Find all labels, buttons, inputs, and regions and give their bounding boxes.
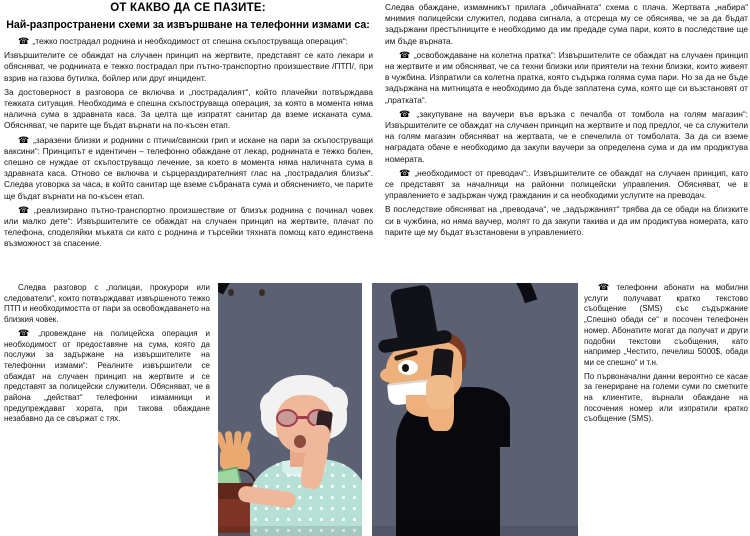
left-paragraph-3 bbox=[4, 135, 373, 202]
phone-icon: ☎ bbox=[598, 282, 614, 292]
right-narrow-paragraph-1: По първоначални данни вероятно се касае за генериране на големи суми по сметките на клиентите, върнали обаждане на посочения номер или изпратили кратко съобщение (SMS). bbox=[584, 371, 748, 424]
right-narrow-paragraph-0-text: телефонни абонати на мобилни услуги получават кратко текстово съобщение (SMS) със съдържание „Спешно обади се“ и посочен телефонен номер. Абонатите могат да получат и други подобни текстови съобщения, като например „Честито, печелиш 5000$, обади ми се спешно“ и т.н. bbox=[584, 283, 748, 367]
right-paragraph-2-text: „закупуване на ваучери във връзка с печалба от томбола на голям магазин“: Извършителите се обаждат на случаен принцип на жертвите и под предлог, че са служители на голям магазин обясняват на жертвата, че е спечелила от томболата. За да си вземе наградата обаче е необходимо да закупи ваучери за определена сума и да им продиктува номерата. bbox=[385, 108, 748, 164]
left-narrow-paragraph-0: Следва разговор с „полицаи, прокурори или следователи“, които потвърждават извършеното тежко ПТП и необходимостта от пари за освобождаването на близкия човек. bbox=[4, 283, 210, 325]
page-subtitle: Най-разпространени схеми за извършване на телефонни измами са: bbox=[6, 19, 370, 31]
left-paragraph-4 bbox=[4, 205, 373, 250]
right-paragraph-3 bbox=[385, 168, 748, 202]
phone-icon: ☎ bbox=[18, 134, 31, 145]
left-paragraph-0-text: „тежко пострадал роднина и необходимост от спешна скъпоструваща операция“: bbox=[32, 36, 348, 46]
illustration bbox=[218, 283, 578, 536]
scammer-hand bbox=[426, 375, 454, 409]
right-paragraph-1-text: „освобождаване на колетна пратка“: Извършителите се обаждат на случаен принцип на жертвите и им обясняват, че са техни близки или приятели на техни близки, които живеят в чужбина. Изпратили са колетна пратка, която съдържа голяма сума пари. Но за да не бъде задържана на митницата е необходимо да бъде заплатена сума, която ще си възстановят от „пратката“. bbox=[385, 49, 748, 105]
right-paragraph-4: В последствие обясняват на „преводача“, че „задържаният“ трябва да се обади на близките си в чужбина, но няма ваучер, молят го да закупи такива и да им продиктува номерата, като парите ще му бъдат възстановени в управлението. bbox=[385, 204, 748, 237]
right-narrow-column bbox=[584, 283, 748, 428]
left-paragraph-4-text: „реализирано пътно-транспортно произшествие от близък роднина с починал човек или малко дете“: Извършителите се обаждат на случаен принцип на жертвите, плачат по телефона, споделяйки мъката си като с роднина и търсейки тяхната помощ като единствена възможност за спасение. bbox=[4, 204, 374, 249]
right-paragraph-1 bbox=[385, 50, 748, 106]
left-column bbox=[4, 36, 373, 253]
right-column bbox=[385, 2, 748, 241]
panel-shadow bbox=[372, 526, 578, 536]
left-narrow-column bbox=[4, 283, 210, 428]
phone-icon: ☎ bbox=[18, 36, 30, 46]
illustration-panel-victim bbox=[218, 283, 362, 536]
scammer-pupil bbox=[402, 364, 409, 372]
phone-icon: ☎ bbox=[399, 108, 414, 119]
phone-icon: ☎ bbox=[399, 49, 411, 60]
left-paragraph-1: Извършителите се обаждат на случаен принцип на жертвите, представят се като лекари и обясняват, че роднината е тежко пострадал при пътно-транспортно произшествие /ПТП/, при взрив на газова бутилка, бойлер или друг инцидент. bbox=[4, 50, 373, 83]
right-narrow-paragraph-0 bbox=[584, 283, 748, 369]
left-paragraph-3-text: „заразени близки и роднини с птичи/свински грип и искане на пари за скъпоструващи ваксини“: Принципът е идентичен – телефонно обаждане от лекар, роднината е тежко болен, спешно се нуждае от скъпоструващо лечение, за което в момента няма наличната сума в здравната каса. Отново се включва и сърцераздирателният глас на „пострадалия близък“. Следва уговорка за часа, в който санитар ще вземе събраната сума и обяснението, че парите ще бъдат върнати на по-късен етап. bbox=[4, 134, 373, 201]
right-paragraph-3-text: „необходимост от преводач“:. Извършителите се обаждат на случаен принцип, като се представят за началници на районни полицейски управления. Обясняват, че в управлението е задържан чужд гражданин и са необходими услугите на преводач. bbox=[385, 167, 748, 201]
woman-eye-left bbox=[228, 289, 234, 296]
panel-shadow bbox=[218, 526, 362, 536]
left-paragraph-0 bbox=[4, 36, 373, 47]
page-title: ОТ КАКВО ДА СЕ ПАЗИТЕ: bbox=[110, 2, 266, 14]
right-paragraph-0: Следва обаждане, измамникът прилага „обичайната“ схема с плача. Жертвата „набира“ мнимия полицейски служител, подава сигнала, а отсреща му се обяснява, че за да бъдат задържани престъпниците е необходимо да им предаде сума пари, която в последствие ще им бъде върната. bbox=[385, 2, 748, 46]
left-paragraph-2: За достоверност в разговора се включва и „пострадалият“, който плачейки потвърждава тежката ситуация. Необходима е спешна скъпоструваща операция, за която в момента няма налична сума в здравната каса. За целта ще изпратят санитар да вземе исканата сума. Обясняват, че парите ще бъдат върнати на по-късен етап. bbox=[4, 86, 373, 131]
phone-icon: ☎ bbox=[399, 167, 412, 178]
left-narrow-paragraph-1-text: „провеждане на полицейска операция и необходимост от предоставяне на сума, която да послужи за задържане на извършителите на телефонни измами“: Реалните извършители се обаждат на случаен принцип на жертвите и се представят за полицейски служители. Обясняват, че в района „действат“ телефонни измамници и предупреждават хората, при такова обаждане незабавно да се свържат с тях. bbox=[4, 328, 210, 424]
phone-icon: ☎ bbox=[18, 327, 36, 338]
illustration-panel-scammer bbox=[372, 283, 578, 536]
right-paragraph-2 bbox=[385, 109, 748, 165]
left-narrow-paragraph-1 bbox=[4, 329, 210, 425]
woman-hand-holding-phone bbox=[310, 425, 330, 447]
phone-icon: ☎ bbox=[18, 204, 32, 215]
woman-eye-right bbox=[259, 289, 265, 296]
woman-mouth bbox=[294, 435, 306, 448]
